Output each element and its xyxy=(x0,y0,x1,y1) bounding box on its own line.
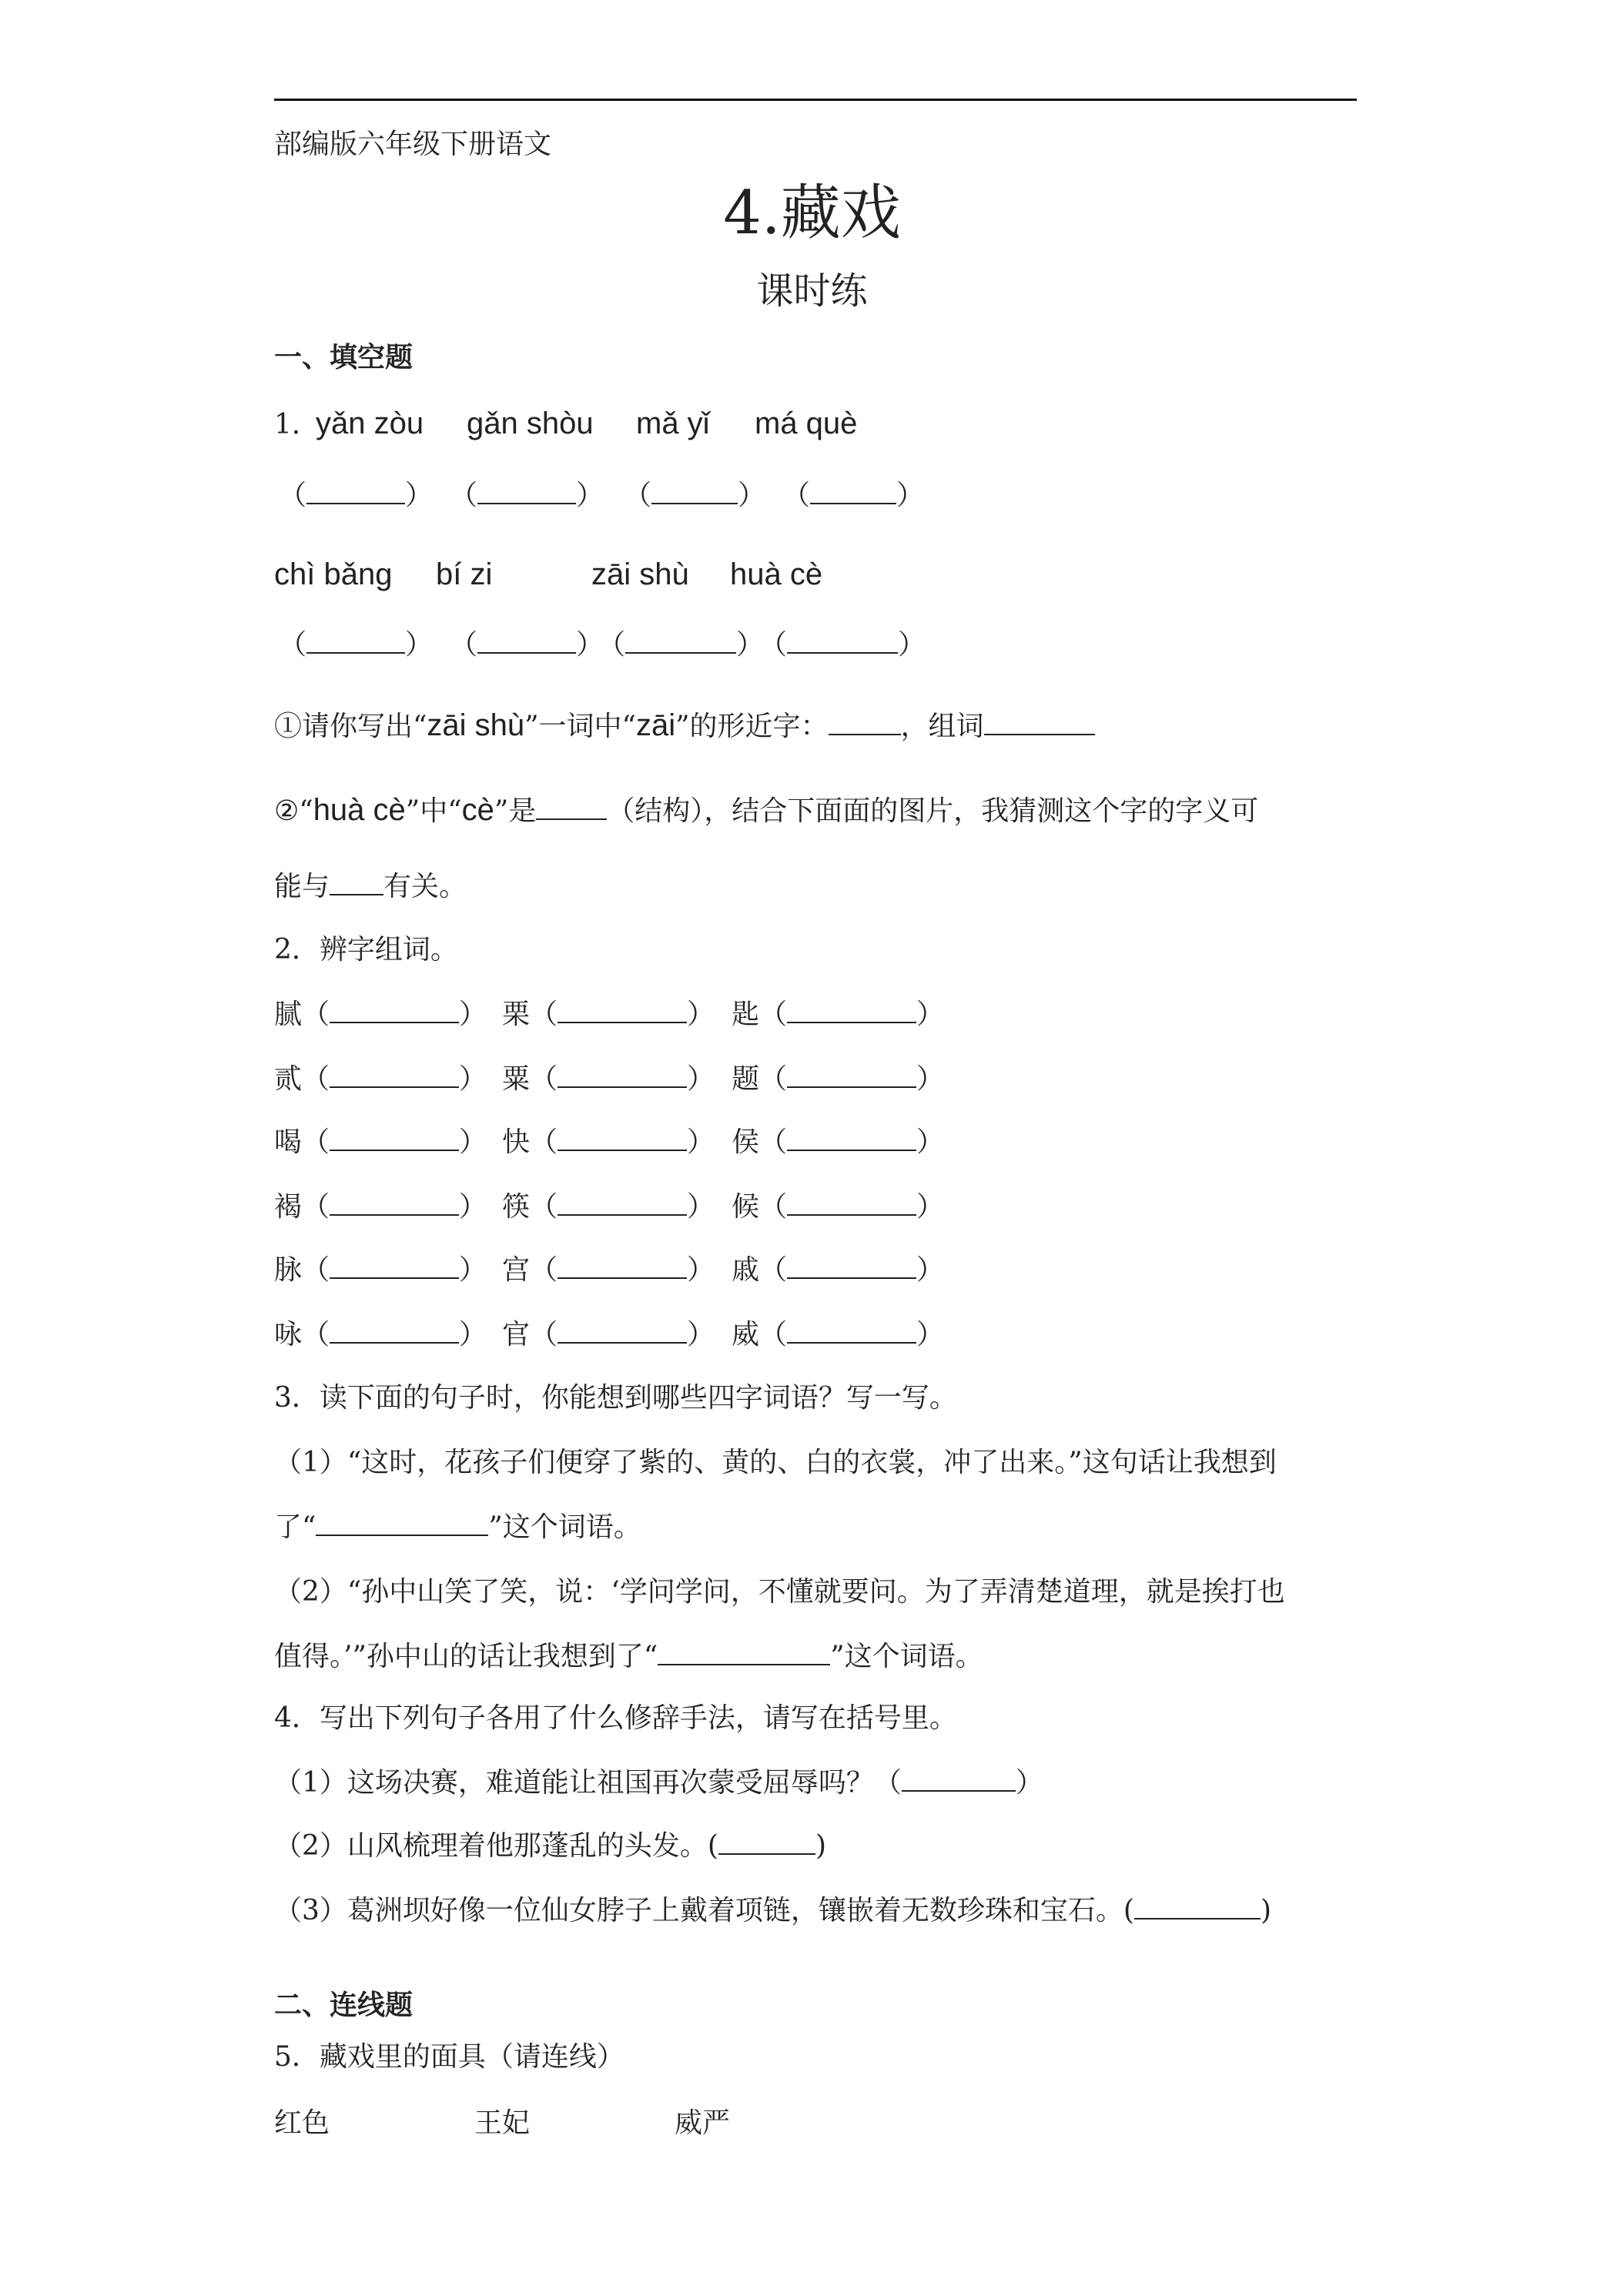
q3-s1-line1: （1）“这时，花孩子们便穿了紫的、黄的、白的衣裳，冲了出来。”这句话让我想到 xyxy=(274,1447,1277,1478)
q3-s2-line2: 值得。’”孙中山的话让我想到了“ ”这个词语。 xyxy=(274,1641,983,1672)
q4-s1: （1）这场决赛，难道能让祖国再次蒙受屈辱吗？（ ） xyxy=(274,1767,1043,1799)
q2-item[interactable]: 贰（ ） xyxy=(274,1063,487,1095)
page-subtitle: 课时练 xyxy=(756,269,868,313)
page-title: 4.藏戏 xyxy=(723,179,901,248)
q1-sub2-blank-structure[interactable] xyxy=(536,818,607,820)
q3-s1-blank[interactable] xyxy=(316,1534,488,1536)
q4-s1-blank[interactable] xyxy=(902,1789,1016,1792)
header-rule xyxy=(274,99,1357,101)
q2-item[interactable]: 候（ ） xyxy=(732,1191,945,1223)
q1-sub2-blank-meaning[interactable] xyxy=(330,893,383,895)
q4-s3-blank[interactable] xyxy=(1134,1917,1261,1919)
q4-s2-blank[interactable] xyxy=(718,1853,815,1855)
answer-blank-1[interactable]: （ ） xyxy=(279,480,434,511)
q2-item[interactable]: 喝（ ） xyxy=(274,1126,487,1158)
q2-item[interactable]: 筷（ ） xyxy=(502,1191,715,1223)
q2-item[interactable]: 侯（ ） xyxy=(732,1126,945,1158)
q4-s2: （2）山风梳理着他那蓬乱的头发。( ) xyxy=(274,1830,826,1862)
pinyin-8: huà cè xyxy=(730,557,823,591)
q3-s2-line1: （2）“孙中山笑了笑，说：‘学问学问，不懂就要问。为了弄清楚道理，就是挨打也 xyxy=(274,1576,1285,1608)
q4-stem: 4．写出下列句子各用了什么修辞手法，请写在括号里。 xyxy=(274,1702,957,1734)
q2-item[interactable]: 威（ ） xyxy=(732,1319,945,1350)
q2-item[interactable]: 匙（ ） xyxy=(732,999,945,1030)
q2-item[interactable]: 宫（ ） xyxy=(502,1254,715,1286)
q2-item[interactable]: 题（ ） xyxy=(732,1063,945,1095)
pinyin-1: yǎn zòu xyxy=(316,407,424,440)
q5-stem: 5．藏戏里的面具（请连线） xyxy=(274,2041,624,2073)
q1-sub2-line2: 能与 有关。 xyxy=(274,871,467,902)
answer-blank-2[interactable]: （ ） xyxy=(450,480,604,511)
pinyin-2: gǎn shòu xyxy=(467,407,594,440)
q3-s1-line2: 了“ ”这个词语。 xyxy=(274,1511,641,1543)
pinyin-7: zāi shù xyxy=(591,557,689,591)
answer-blank-5[interactable]: （ ） xyxy=(279,629,434,661)
q2-stem: 2．辨字组词。 xyxy=(274,934,458,966)
q2-item[interactable]: 快（ ） xyxy=(502,1126,715,1158)
q2-item[interactable]: 官（ ） xyxy=(502,1319,715,1350)
q1-sub2-line1: ②“huà cè”中“cè”是 （结构），结合下面面的图片，我猜测这个字的字义可 xyxy=(274,793,1259,827)
answer-blank-7[interactable]: （ ） xyxy=(598,629,765,661)
match-item[interactable]: 威严 xyxy=(675,2107,731,2139)
answer-blank-4[interactable]: （ ） xyxy=(782,480,925,511)
q1-sub1: ①请你写出“zāi shù”一词中“zāi”的形近字： ，组词 xyxy=(274,710,1095,741)
q3-s2-blank[interactable] xyxy=(658,1663,830,1665)
pinyin-3: mǎ yǐ xyxy=(636,407,710,440)
section-match-heading: 二、连线题 xyxy=(274,1989,414,2021)
q2-item[interactable]: 腻（ ） xyxy=(274,999,487,1030)
match-item[interactable]: 王妃 xyxy=(474,2107,531,2139)
q1-sub1-blank-char[interactable] xyxy=(829,733,901,735)
pinyin-4: má què xyxy=(755,407,858,440)
answer-blank-6[interactable]: （ ） xyxy=(450,629,604,661)
q1-sub1-blank-word[interactable] xyxy=(984,733,1095,735)
q2-item[interactable]: 咏（ ） xyxy=(274,1319,487,1350)
q2-item[interactable]: 粟（ ） xyxy=(502,1063,715,1095)
pinyin-6: bí zi xyxy=(436,557,493,591)
book-header: 部编版六年级下册语文 xyxy=(274,129,552,160)
answer-blank-8[interactable]: （ ） xyxy=(759,629,926,661)
pinyin-5: chì bǎng xyxy=(274,557,393,591)
section-fill-heading: 一、填空题 xyxy=(274,341,414,373)
match-item[interactable]: 红色 xyxy=(274,2107,330,2139)
q1-number: 1． xyxy=(274,409,320,440)
answer-blank-3[interactable]: （ ） xyxy=(624,480,766,511)
q4-s3: （3）葛洲坝好像一位仙女脖子上戴着项链，镶嵌着无数珍珠和宝石。( ) xyxy=(274,1895,1271,1926)
q2-item[interactable]: 脉（ ） xyxy=(274,1254,487,1286)
q2-item[interactable]: 栗（ ） xyxy=(502,999,715,1030)
q2-item[interactable]: 戚（ ） xyxy=(732,1254,945,1286)
q3-stem: 3．读下面的句子时，你能想到哪些四字词语？写一写。 xyxy=(274,1382,957,1414)
q2-item[interactable]: 褐（ ） xyxy=(274,1191,487,1223)
